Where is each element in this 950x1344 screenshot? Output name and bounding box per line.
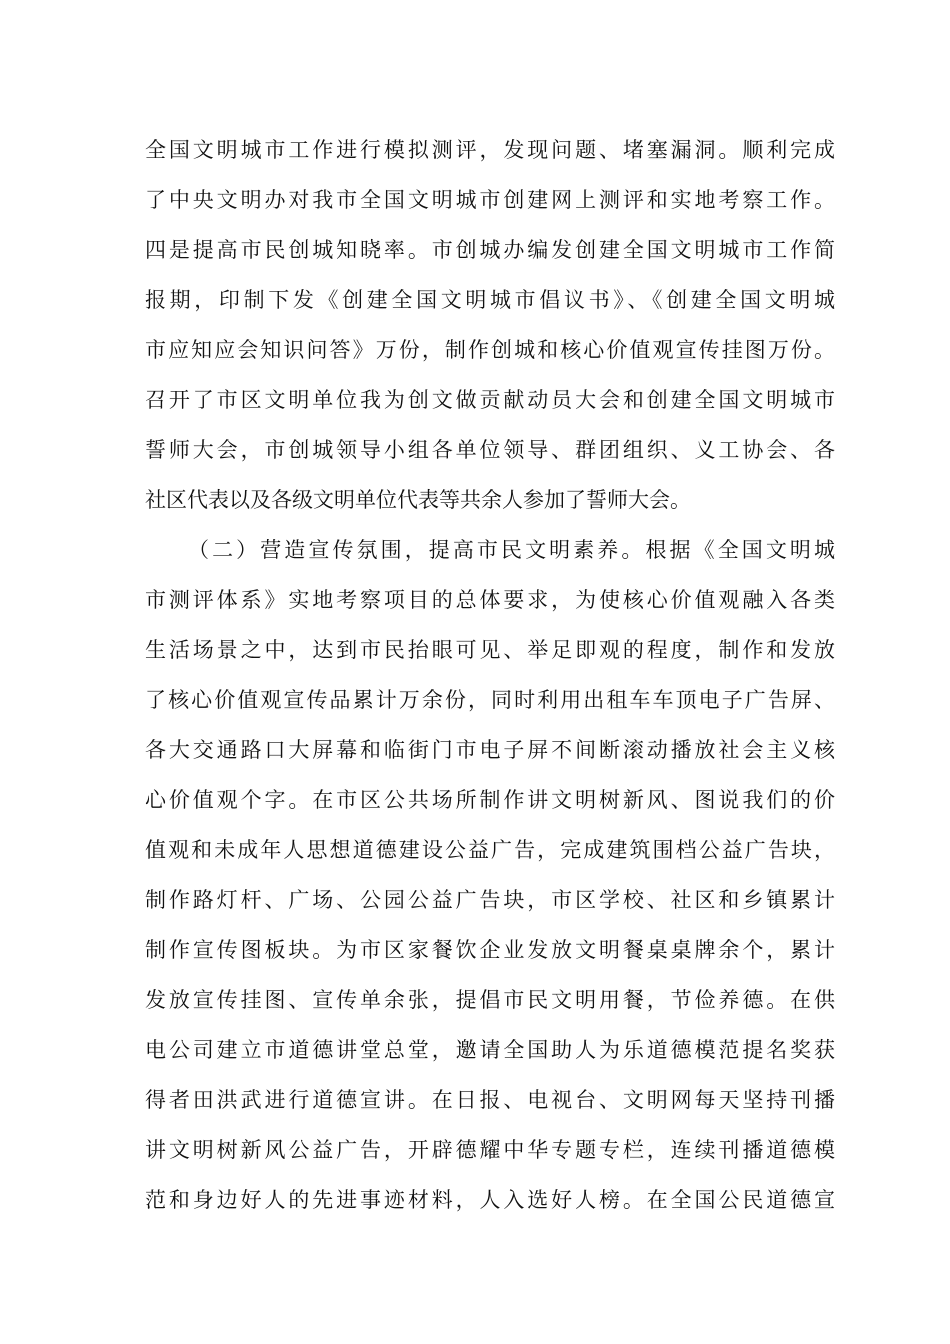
text-line: 值观和未成年人思想道德建设公益广告，完成建筑围档公益广告块， <box>145 838 835 862</box>
text-line: 四是提高市民创城知晓率。市创城办编发创建全国文明城市工作简 <box>145 238 835 262</box>
text-line: 制作宣传图板块。为市区家餐饮企业发放文明餐桌桌牌余个，累计 <box>145 938 835 962</box>
text-line: 了核心价值观宣传品累计万余份，同时利用出租车车顶电子广告屏、 <box>145 688 835 712</box>
text-line: 市测评体系》实地考察项目的总体要求，为使核心价值观融入各类 <box>145 588 835 612</box>
text-line: 发放宣传挂图、宣传单余张，提倡市民文明用餐，节俭养德。在供 <box>145 988 835 1012</box>
text-line: 市应知应会知识问答》万份，制作创城和核心价值观宣传挂图万份。 <box>145 338 835 362</box>
text-line: 全国文明城市工作进行模拟测评，发现问题、堵塞漏洞。顺利完成 <box>145 138 835 162</box>
text-line: 制作路灯杆、广场、公园公益广告块，市区学校、社区和乡镇累计 <box>145 888 835 912</box>
text-line: 范和身边好人的先进事迹材料，人入选好人榜。在全国公民道德宣 <box>145 1188 835 1212</box>
text-line: 生活场景之中，达到市民抬眼可见、举足即观的程度，制作和发放 <box>145 638 835 662</box>
text-line: 召开了市区文明单位我为创文做贡献动员大会和创建全国文明城市 <box>145 388 835 412</box>
text-line: 各大交通路口大屏幕和临街门市电子屏不间断滚动播放社会主义核 <box>145 738 835 762</box>
text-line: 誓师大会，市创城领导小组各单位领导、群团组织、义工协会、各 <box>145 438 835 462</box>
text-line: 了中央文明办对我市全国文明城市创建网上测评和实地考察工作。 <box>145 188 835 212</box>
text-line: 报期，印制下发《创建全国文明城市倡议书》、《创建全国文明城 <box>145 288 835 312</box>
text-line: 心价值观个字。在市区公共场所制作讲文明树新风、图说我们的价 <box>145 788 835 812</box>
text-line: 社区代表以及各级文明单位代表等共余人参加了誓师大会。 <box>145 488 691 512</box>
text-line: 讲文明树新风公益广告，开辟德耀中华专题专栏，连续刊播道德模 <box>145 1138 835 1162</box>
text-line: 得者田洪武进行道德宣讲。在日报、电视台、文明网每天坚持刊播 <box>145 1088 835 1112</box>
paragraph-start-line: （二）营造宣传氛围，提高市民文明素养。根据《全国文明城 <box>188 538 835 562</box>
text-line: 电公司建立市道德讲堂总堂，邀请全国助人为乐道德模范提名奖获 <box>145 1038 835 1062</box>
